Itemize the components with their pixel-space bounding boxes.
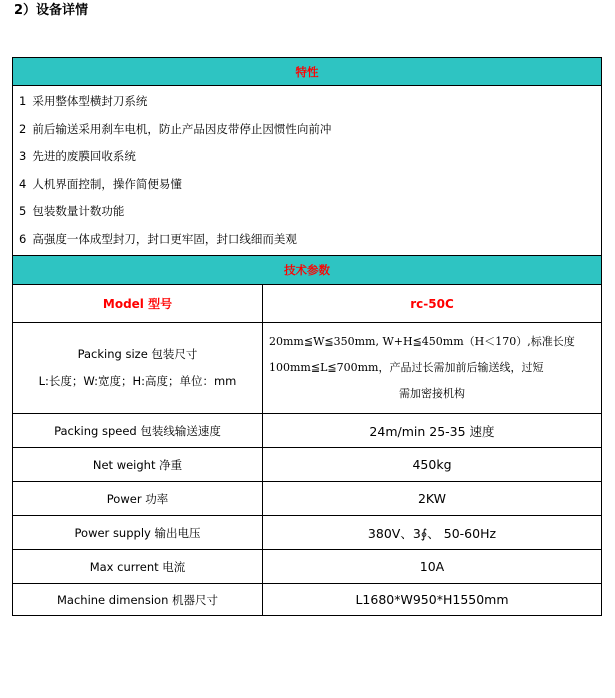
feature-item: [19, 226, 601, 254]
spec-value: 24m/min 25-35 速度: [263, 414, 602, 448]
spec-row-packing-speed: [13, 414, 602, 448]
packing-size-label: [13, 323, 263, 414]
tech-header-row: [13, 256, 602, 285]
features-list: [13, 86, 602, 256]
spec-label: Power 功率: [13, 482, 263, 516]
spec-row-power: [13, 482, 602, 516]
features-header-row: [13, 58, 602, 86]
feature-item: [19, 143, 601, 171]
model-value: rc-50C: [263, 285, 602, 323]
feature-item: [19, 116, 601, 144]
features-header: 特性: [13, 58, 602, 86]
feature-number: 4: [19, 176, 27, 191]
spec-value: 380V、3∮、 50-60Hz: [263, 516, 602, 550]
model-label: Model 型号: [13, 285, 263, 323]
packing-size-label-line: Packing size 包装尺寸: [77, 347, 198, 361]
feature-number: 6: [19, 231, 27, 246]
feature-text: 包装数量计数功能: [32, 204, 125, 218]
feature-text: 高强度一体成型封刀，封口更牢固，封口线细而美观: [32, 231, 297, 246]
feature-item: [19, 198, 601, 226]
feature-text: 前后输送采用刹车电机，防止产品因皮带停止因惯性向前冲: [32, 121, 332, 136]
packing-size-units-line: L:长度；W:宽度；H:高度；单位：mm: [38, 374, 237, 388]
spec-label: Packing speed 包装线输送速度: [13, 414, 263, 448]
feature-text: 先进的废膜回收系统: [32, 149, 136, 163]
spec-value: 2KW: [263, 482, 602, 516]
spec-row-machine-dimension: [13, 584, 602, 616]
packing-size-value: [263, 323, 602, 414]
spec-row-net-weight: [13, 448, 602, 482]
spec-label: Net weight 净重: [13, 448, 263, 482]
spec-table: [12, 57, 602, 616]
tech-header: 技术参数: [13, 256, 602, 285]
packing-size-value-line: 100mm≦L≦700mm，产品过长需加前后输送线，过短: [269, 361, 544, 374]
spec-value: 10A: [263, 550, 602, 584]
feature-text: 采用整体型横封刀系统: [32, 94, 148, 108]
feature-number: 2: [19, 121, 27, 136]
spec-row-max-current: [13, 550, 602, 584]
feature-item: [19, 88, 601, 116]
spec-row-power-supply: [13, 516, 602, 550]
spec-label: Max current 电流: [13, 550, 263, 584]
section-heading: 2）设备详情: [14, 3, 89, 18]
features-list-row: [13, 86, 602, 256]
spec-value: 450kg: [263, 448, 602, 482]
feature-text: 人机界面控制，操作简便易懂: [32, 176, 182, 191]
spec-label: Power supply 输出电压: [13, 516, 263, 550]
spec-value: L1680*W950*H1550mm: [263, 584, 602, 616]
feature-number: 3: [19, 149, 27, 163]
packing-size-value-line: 需加密接机构: [399, 387, 465, 400]
spec-label: Machine dimension 机器尺寸: [13, 584, 263, 616]
model-row: [13, 285, 602, 323]
packing-size-row: [13, 323, 602, 414]
feature-item: [19, 171, 601, 199]
feature-number: 1: [19, 94, 27, 108]
feature-number: 5: [19, 204, 27, 218]
packing-size-value-line: 20mm≦W≦350mm, W+H≦450mm（H＜170）,标准长度: [269, 335, 575, 348]
